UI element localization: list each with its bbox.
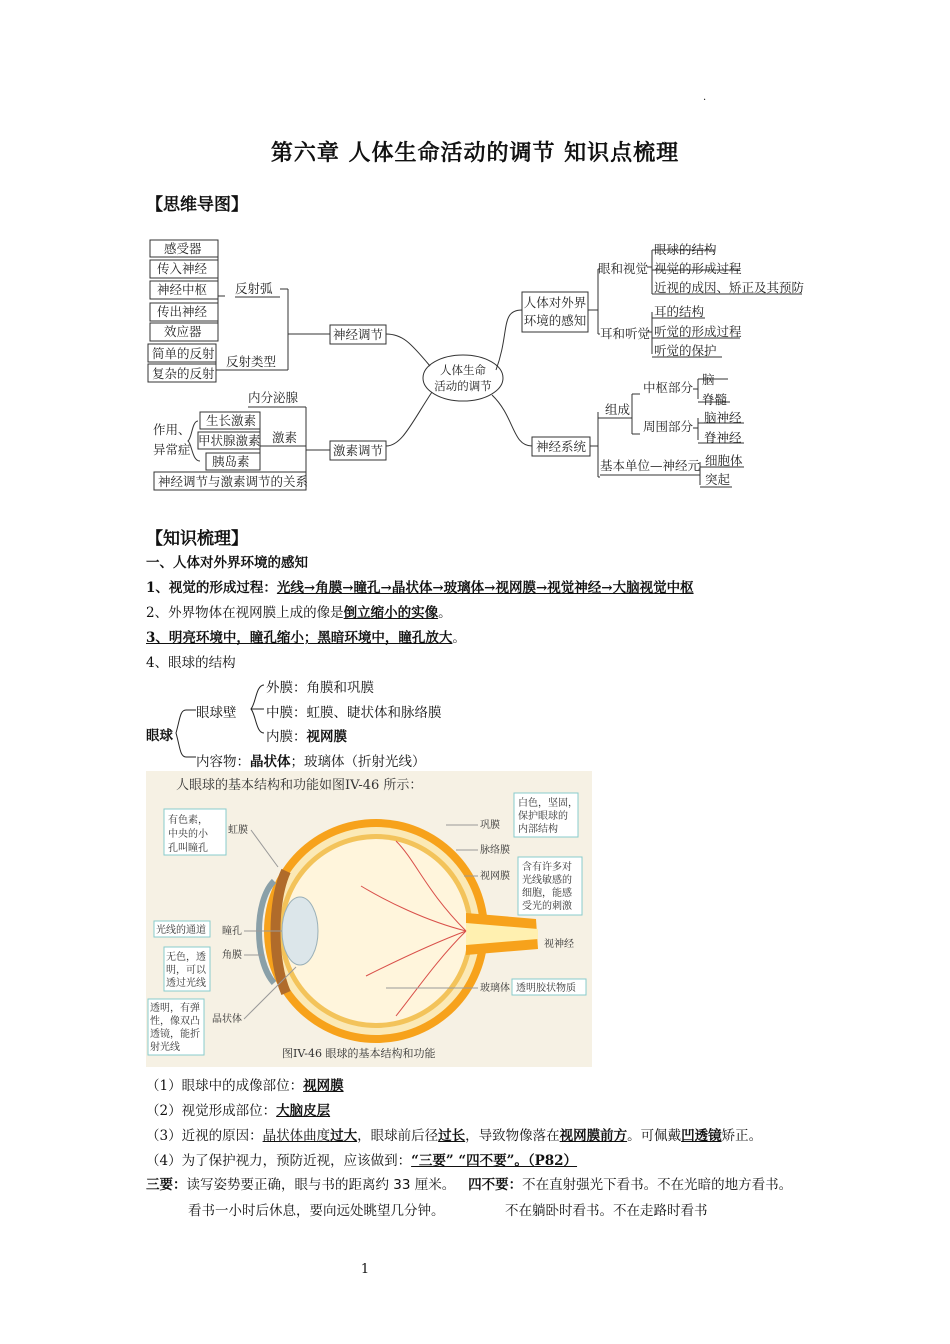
note-cornea-2: 明，可以 (166, 965, 206, 976)
point-2-value: 倒立缩小的实像 (343, 605, 439, 621)
q3-b: 晶状体曲度 (262, 1128, 331, 1144)
mindmap-eye-vision: 眼和视觉 (598, 261, 649, 276)
point-2-label: 2、外界物体在视网膜上成的像是 (146, 605, 344, 621)
label-vitreous: 玻璃体 (480, 983, 510, 994)
point-1-label: 1、视觉的形成过程： (146, 580, 277, 596)
question-2 (146, 1099, 330, 1119)
note-retina-2: 光线敏感的 (522, 875, 572, 886)
mindmap-cranial-nerve: 脑神经 (704, 410, 742, 425)
tree-middle: 中膜：虹膜、睫状体和脉络膜 (266, 705, 442, 721)
tree-outer: 外膜：角膜和巩膜 (266, 680, 374, 696)
mindmap-function-line2: 异常症 (153, 442, 191, 457)
mind-map (140, 232, 810, 497)
mindmap-reflex-arc: 反射弧 (235, 281, 273, 296)
mindmap-efferent-nerve: 传出神经 (157, 304, 208, 319)
mindmap-nerve-regulation: 神经调节 (332, 327, 384, 342)
mindmap-function-line1: 作用、 (153, 422, 191, 437)
mindmap-reflex-type: 反射类型 (226, 354, 277, 369)
note-retina-1: 含有许多对 (522, 862, 572, 873)
figure-header: 人眼球的基本结构和功能如图IV-46 所示： (176, 778, 423, 793)
q3-g: 视网膜前方 (559, 1128, 628, 1144)
knowledge-heading-1: 一、人体对外界环境的感知 (146, 555, 308, 571)
mindmap-effector: 效应器 (164, 324, 202, 339)
q3-i: 凹透镜 (681, 1128, 722, 1144)
mindmap-hormone-regulation: 激素调节 (332, 443, 384, 458)
mindmap-hearing-process: 听觉的形成过程 (654, 324, 742, 339)
mindmap-ear-hearing: 耳和听觉 (600, 326, 651, 341)
note-sclera-2: 保护眼球的 (518, 811, 568, 822)
note-retina-4: 受光的刺激 (522, 901, 572, 912)
mindmap-receptor: 感受器 (164, 241, 202, 256)
note-iris-1: 有色素， (168, 815, 208, 826)
label-optic-nerve: 视神经 (544, 939, 574, 950)
eye-diagram (146, 771, 592, 1067)
mindmap-endocrine-gland: 内分泌腺 (248, 390, 299, 405)
section-mindmap-heading: 【思维导图】 (146, 195, 248, 215)
three-musts-b: 看书一小时后休息，要向远处眺望几分钟。 (188, 1203, 445, 1219)
question-1-label: （1）眼球中的成像部位： (146, 1078, 304, 1094)
tree-inner-value: 视网膜 (306, 729, 347, 745)
label-lens: 晶状体 (212, 1014, 242, 1025)
mindmap-thyroid-hormone: 甲状腺激素 (198, 433, 261, 448)
three-musts-row (146, 1173, 792, 1193)
mindmap-nerve-center: 神经中枢 (157, 282, 208, 297)
lens-shape (282, 897, 318, 965)
mindmap-env-line1: 人体对外界 (523, 295, 587, 310)
question-4-label: （4）为了保护视力，预防近视，应该做到： (146, 1153, 412, 1169)
mindmap-center-line1: 人体生命 (440, 363, 486, 377)
mindmap-vision-process: 视觉的形成过程 (654, 261, 742, 276)
label-iris: 虹膜 (228, 825, 248, 836)
note-lens-4: 射光线 (150, 1042, 180, 1053)
section-knowledge-heading: 【知识梳理】 (146, 529, 248, 549)
note-lens-2: 性，像双凸 (150, 1016, 200, 1027)
label-cornea: 角膜 (222, 950, 242, 961)
note-lens-3: 透镜，能折 (150, 1029, 200, 1040)
tree-root: 眼球 (146, 728, 173, 744)
mindmap-central-part: 中枢部分 (643, 380, 694, 395)
q3-c: 过大 (330, 1128, 358, 1144)
point-1-value: 光线→角膜→瞳孔→晶状体→玻璃体→视网膜→视觉神经→大脑视觉中枢 (276, 580, 694, 596)
note-sclera-1: 白色，坚固， (518, 798, 578, 809)
mindmap-myopia: 近视的成因、矫正及其预防 (654, 280, 805, 295)
label-pupil: 瞳孔 (222, 926, 242, 937)
question-3 (146, 1124, 762, 1144)
note-cornea-1: 无色，透 (166, 952, 206, 963)
tree-content-rest: ；玻璃体（折射光线） (290, 754, 426, 770)
point-3-end: 。 (452, 630, 466, 646)
q3-f: ，导致物像落在 (465, 1128, 560, 1144)
point-2-end: 。 (438, 605, 452, 621)
label-retina: 视网膜 (480, 871, 510, 882)
label-choroid: 脉络膜 (480, 845, 510, 856)
note-lens-1: 透明，有弹 (150, 1003, 200, 1014)
eye-figure (146, 771, 592, 1067)
mindmap-hormone: 激素 (272, 430, 298, 445)
question-1-value: 视网膜 (303, 1078, 344, 1094)
mindmap-insulin: 胰岛素 (212, 454, 250, 469)
mindmap-eye-structure: 眼球的结构 (654, 242, 717, 257)
tree-inner (266, 725, 347, 745)
mindmap-center-node (423, 355, 503, 401)
point-2 (146, 601, 452, 621)
mindmap-peripheral-part: 周围部分 (643, 419, 694, 434)
three-musts-label: 三要： (146, 1177, 187, 1193)
mindmap-simple-reflex: 简单的反射 (152, 346, 215, 361)
eyeball-structure-tree (146, 673, 486, 773)
mindmap-spinal-nerve: 脊神经 (704, 430, 742, 445)
four-donts-label: 四不要： (468, 1177, 523, 1193)
note-retina-3: 细胞，能感 (522, 888, 572, 899)
q3-a: （3）近视的原因： (146, 1128, 263, 1144)
mindmap-basic-unit: 基本单位—神经元 (600, 458, 701, 473)
q3-h: 。可佩戴 (627, 1128, 682, 1144)
note-iris-3: 孔叫瞳孔 (168, 843, 208, 854)
mindmap-cell-body: 细胞体 (705, 453, 743, 468)
question-2-label: （2）视觉形成部位： (146, 1103, 277, 1119)
mindmap-complex-reflex: 复杂的反射 (152, 366, 215, 381)
point-3 (146, 626, 466, 646)
q3-j: 矫正。 (721, 1128, 763, 1144)
page-title: 第六章 人体生命活动的调节 知识点梳理 (270, 140, 680, 166)
four-donts-b: 不在躺卧时看书。不在走路时看书 (505, 1203, 708, 1219)
note-pupil: 光线的通道 (156, 925, 206, 936)
point-3-value: 3、明亮环境中，瞳孔缩小；黑暗环境中，瞳孔放大 (146, 630, 453, 646)
point-1 (146, 576, 694, 596)
note-vitreous: 透明胶状物质 (516, 983, 576, 994)
mindmap-hearing-protection: 听觉的保护 (654, 343, 717, 358)
mindmap-brain: 脑 (702, 372, 715, 387)
mindmap-center-line2: 活动的调节 (434, 379, 492, 393)
question-2-value: 大脑皮层 (276, 1103, 331, 1119)
note-iris-2: 中央的小 (168, 829, 208, 840)
tree-inner-label: 内膜： (266, 729, 307, 745)
page-number: 1 (360, 1262, 370, 1277)
mindmap-afferent-nerve: 传入神经 (157, 261, 208, 276)
question-4-value: “三要” “四不要”。（P82） (411, 1153, 578, 1169)
mindmap-growth-hormone: 生长激素 (206, 413, 257, 428)
tree-wall: 眼球壁 (196, 705, 237, 721)
q3-d: ，眼球前后径 (357, 1128, 439, 1144)
question-1 (146, 1074, 344, 1094)
mindmap-env-line2: 环境的感知 (523, 313, 587, 328)
tree-content-label: 内容物： (196, 754, 250, 770)
figure-caption: 图IV-46 眼球的基本结构和功能 (282, 1047, 436, 1060)
mindmap-process: 突起 (705, 472, 731, 487)
page-dot: . (703, 92, 707, 103)
label-sclera: 巩膜 (480, 820, 500, 831)
mindmap-nervous-system: 神经系统 (535, 439, 587, 454)
note-cornea-3: 透过光线 (166, 978, 206, 989)
q3-e: 过长 (438, 1128, 466, 1144)
tree-content-bold: 晶状体 (250, 754, 291, 770)
mindmap-spinal-cord: 脊髓 (702, 392, 728, 407)
note-sclera-3: 内部结构 (518, 824, 558, 835)
mindmap-relation: 神经调节与激素调节的关系 (158, 474, 309, 489)
mindmap-ear-structure: 耳的结构 (654, 304, 705, 319)
point-4: 4、眼球的结构 (146, 655, 236, 671)
four-donts-a: 不在直射强光下看书。不在光暗的地方看书。 (522, 1177, 793, 1193)
tree-content (196, 750, 426, 770)
question-4 (146, 1149, 577, 1169)
three-musts-a: 读写姿势要正确，眼与书的距离约 33 厘米。 (186, 1177, 456, 1193)
mindmap-composition: 组成 (605, 402, 631, 417)
